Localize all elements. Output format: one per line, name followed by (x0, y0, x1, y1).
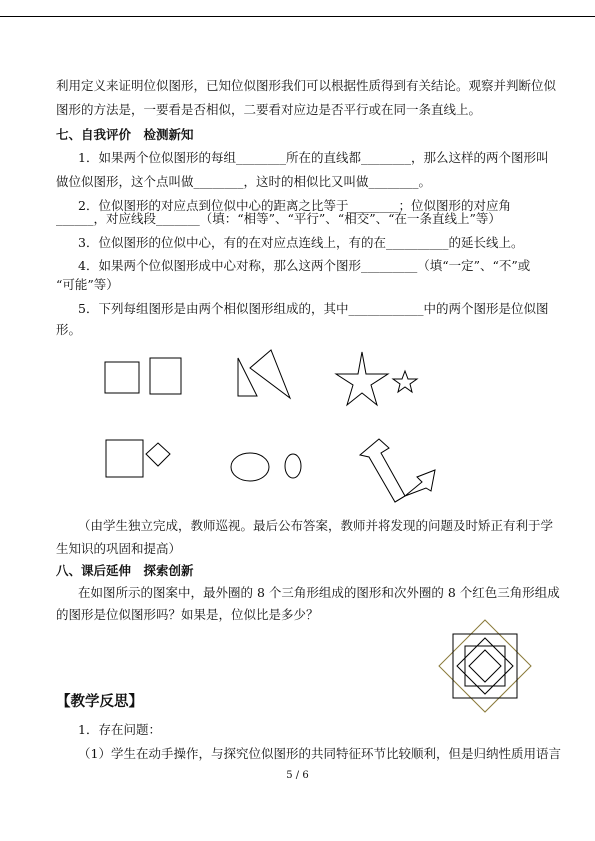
square-shape (106, 440, 143, 477)
section-heading-7: 七、自我评价 检测新知 (56, 127, 194, 142)
page-number: 5 / 6 (286, 770, 309, 781)
note-line: （由学生独立完成，教师巡视。最后公布答案，教师并将发现的问题及时矫正有利于学 (78, 518, 554, 533)
note-line: 生知识的巩固和提高） (56, 541, 182, 556)
reflection-item: 1．存在问题： (78, 722, 161, 737)
question-1: 1．如果两个位似图形的每组________所在的直线都________，那么这样的两个图形叫 (78, 150, 549, 165)
innermost-diamond-shape (469, 650, 501, 682)
outer-square-shape (453, 634, 517, 698)
question-3: 3．位似图形的位似中心，有的在对应点连线上，有的在__________的延长线上。 (78, 235, 524, 250)
reflection-item: （1）学生在动手操作，与探究位似图形的共同特征环节比较顺利，但是归纳性质用语言 (78, 746, 561, 761)
text-line: 图形的方法是，一要看是否相似，二要看对应边是否平行或在同一条直线上。 (56, 102, 482, 117)
figure-row-2 (90, 430, 470, 510)
text-line: 利用定义来证明位似图形，已知位似图形我们可以根据性质得到有关结论。观察并判断位似 (56, 78, 557, 93)
header-rule (0, 16, 595, 17)
question-2: 2．位似图形的对应点到位似中心的距离之比等于________；位似图形的对应角 (78, 198, 511, 213)
reflection-heading: 【教学反思】 (56, 693, 143, 710)
question-2-cont: ______，对应线段_______（填：“相等”、“平行”、“相交”、“在一条直线上”等） (56, 211, 501, 226)
arrow-shape (395, 470, 435, 502)
ellipse-shape (231, 453, 269, 481)
question-4-cont: “可能”等） (56, 277, 119, 292)
nested-squares-figure (437, 618, 533, 714)
square-shape (150, 358, 181, 394)
question-4: 4．如果两个位似图形成中心对称，那么这两个图形_________（填“一定”、“不”或 (78, 258, 531, 273)
star-shape (336, 352, 388, 405)
question-5-cont: 形。 (56, 322, 82, 337)
arrow-shape (360, 439, 405, 502)
question-1-cont: 做位似图形，这个点叫做________，这时的相似比又叫做________。 (56, 174, 432, 189)
paragraph-8: 在如图所示的图案中，最外圈的 8 个三角形组成的图形和次外圈的 8 个红色三角形组成 (78, 585, 560, 600)
star-shape (393, 371, 417, 392)
ellipse-shape (285, 454, 301, 478)
triangle-shape (250, 350, 290, 398)
section-heading-8: 八、课后延伸 探索创新 (56, 563, 194, 578)
square-shape (105, 362, 139, 393)
triangle-shape (238, 358, 257, 396)
question-5: 5．下列每组图形是由两个相似图形组成的，其中____________中的两个图形是位似图 (78, 301, 549, 316)
diamond-shape (146, 443, 170, 466)
figure-row-1 (90, 340, 470, 410)
paragraph-8-cont: 的图形是位似图形吗？如果是，位似比是多少？ (56, 607, 319, 622)
